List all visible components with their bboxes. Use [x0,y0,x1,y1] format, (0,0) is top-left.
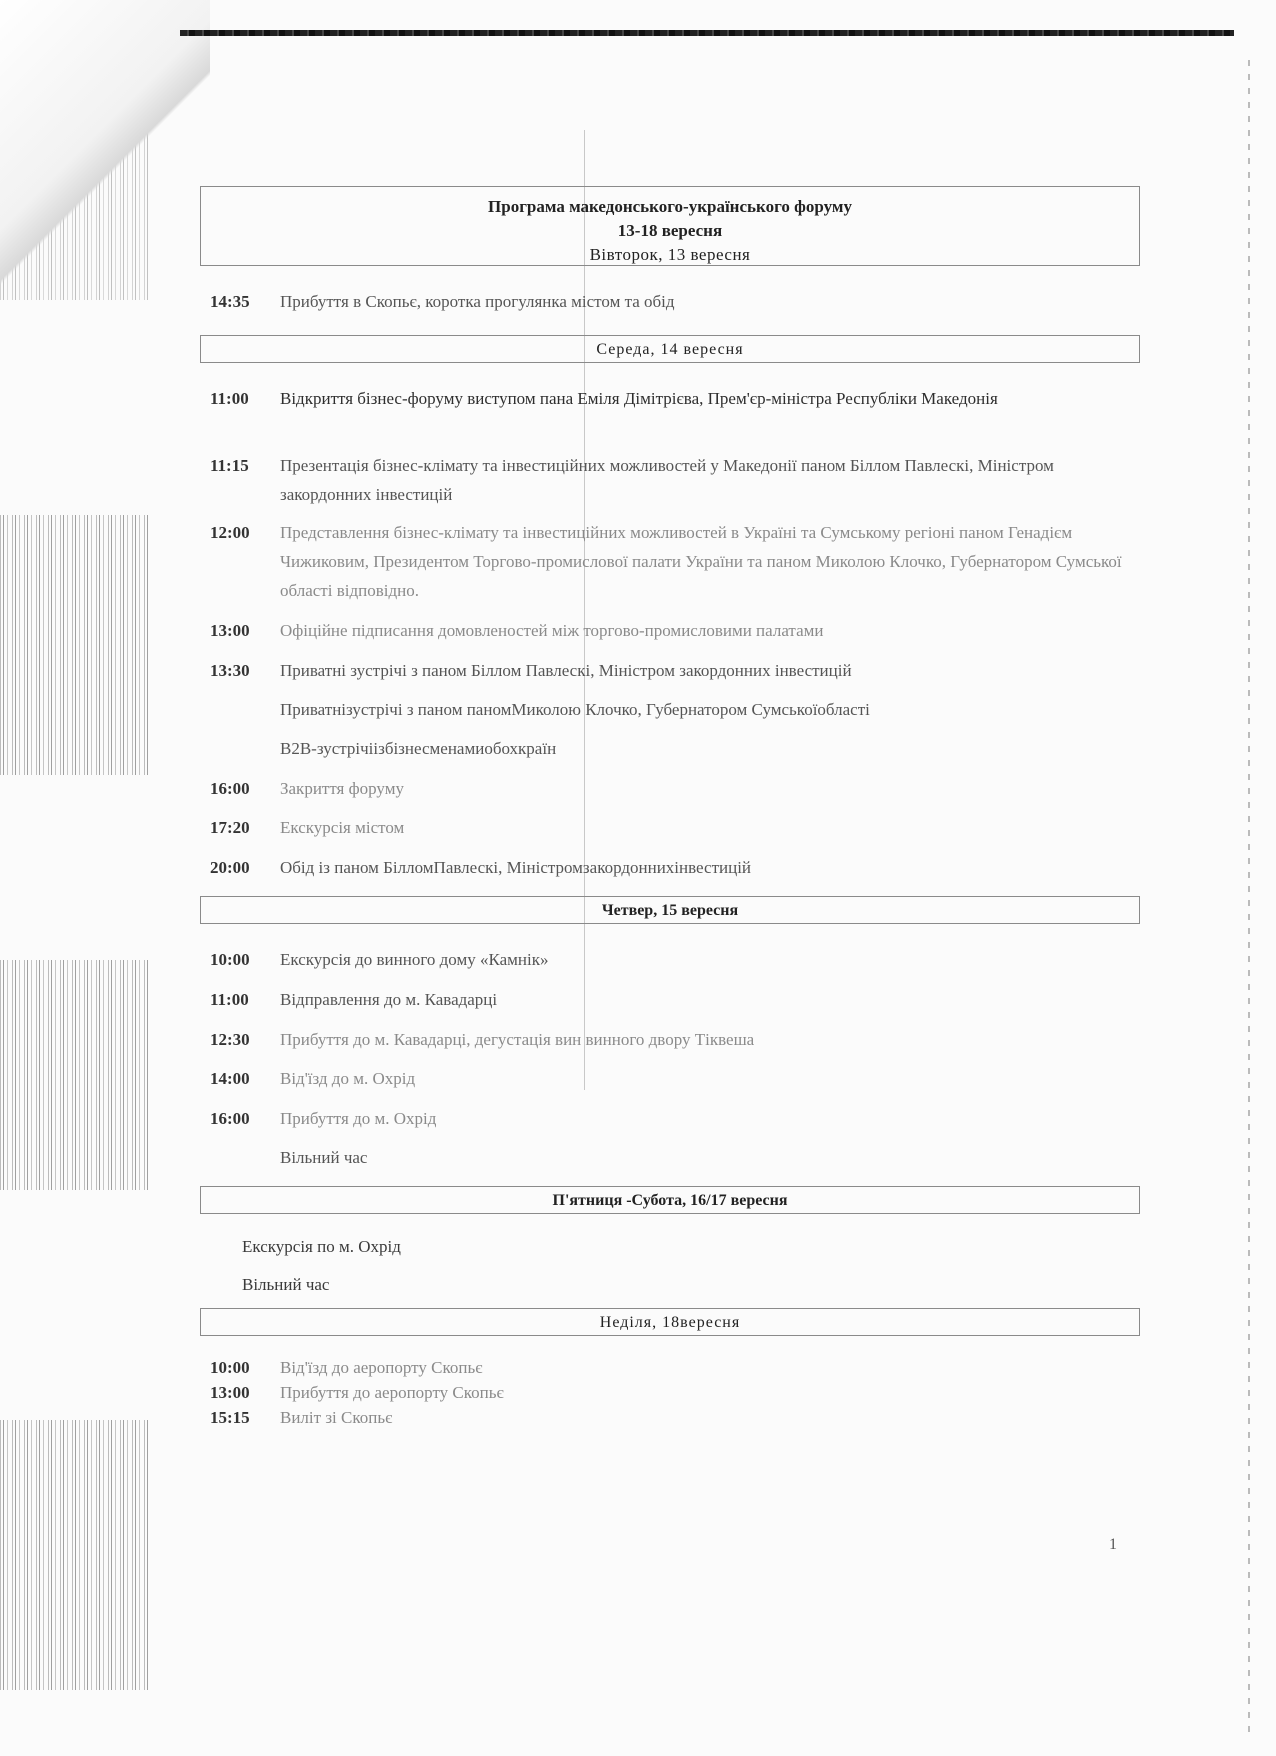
row-time: 11:00 [210,990,249,1009]
program-title: Програма македонського-українського форуму [488,197,852,216]
row-time: 15:15 [210,1408,250,1427]
row-text: Офіційне підписання домовленостей між торгово-промисловими палатами [280,621,824,640]
row-text: Від'їзд до м. Охрід [280,1069,416,1088]
row-time: 12:00 [210,523,250,542]
row-time: 20:00 [210,858,250,877]
row-text: Прибуття до м. Охрід [280,1109,437,1128]
page-number: 1 [1109,1536,1117,1553]
row-time: 12:30 [210,1030,250,1049]
day-tuesday-heading: Вівторок, 13 вересня [589,245,751,264]
row-text: Закриття форуму [280,779,404,798]
day-sunday-heading: Неділя, 18вересня [200,1308,1140,1336]
right-edge-mark [1248,60,1250,1740]
list-item: Екскурсія по м. Охрід [242,1237,401,1256]
top-rule [180,30,1234,36]
row-time: 13:00 [210,1383,250,1402]
program-title-box [200,186,1140,266]
row-text: Приватнізустрічі з паном паномМиколою Клочко, Губернатором Сумськоїобласті [280,700,870,719]
row-time: 10:00 [210,950,250,969]
row-text: B2B-зустрічіізбізнесменамиобохкраїн [280,739,557,758]
row-time: 16:00 [210,779,250,798]
row-time: 11:15 [210,456,249,475]
row-time: 13:00 [210,621,250,640]
row-time: 14:00 [210,1069,250,1088]
scan-noise [0,515,150,775]
row-text: Екскурсія містом [280,818,405,837]
row-text: Приватні зустрічі з паном Біллом Павлескі, Міністром закордонних інвестицій [280,661,852,680]
row-text: Вільний час [280,1148,368,1167]
row-text: Представлення бізнес-клімату та інвестиційних можливостей в Україні та Сумському регіоні паном Генадієм Чижиковим, Президентом Торгово-промислової палати України та паном Миколою Клочко, Губернатором Сумської області відповідно. [280,523,1122,600]
row-time: 16:00 [210,1109,250,1128]
day-thursday-heading: Четвер, 15 вересня [200,896,1140,924]
row-text: Від'їзд до аеропорту Скопьє [280,1358,483,1377]
program-dates: 13-18 вересня [617,221,723,240]
folded-page-corner [0,0,210,300]
row-time: 17:20 [210,818,250,837]
row-time: 10:00 [210,1358,250,1377]
row-time: 13:30 [210,661,250,680]
list-item: Вільний час [242,1275,330,1294]
row-text: Прибуття до аеропорту Скопьє [280,1383,504,1402]
day-wednesday-heading: Середа, 14 вересня [200,335,1140,363]
row-text: Відкриття бізнес-форуму виступом пана Еміля Дімітрієва, Прем'єр-міністра Республіки Македонія [280,389,998,408]
row-text: Екскурсія до винного дому «Камнік» [280,950,549,969]
row-text: Прибуття до м. Кавадарці, дегустація вин винного двору Тіквеша [280,1030,755,1049]
row-text: Відправлення до м. Кавадарці [280,990,498,1009]
row-text: Прибуття в Скопьє, коротка прогулянка містом та обід [280,292,675,311]
row-text: Презентація бізнес-клімату та інвестиційних можливостей у Македонії паном Біллом Павлескі, Міністром закордонних інвестицій [280,456,1054,504]
scan-noise [0,1420,150,1690]
scan-noise [0,960,150,1190]
row-time: 14:35 [210,292,250,311]
day-friday-saturday-heading: П'ятниця -Субота, 16/17 вересня [200,1186,1140,1214]
row-text: Виліт зі Скопьє [280,1408,393,1427]
row-text: Обід із паном БілломПавлескі, Міністромзакордоннихінвестицій [280,858,752,877]
row-time: 11:00 [210,389,249,408]
